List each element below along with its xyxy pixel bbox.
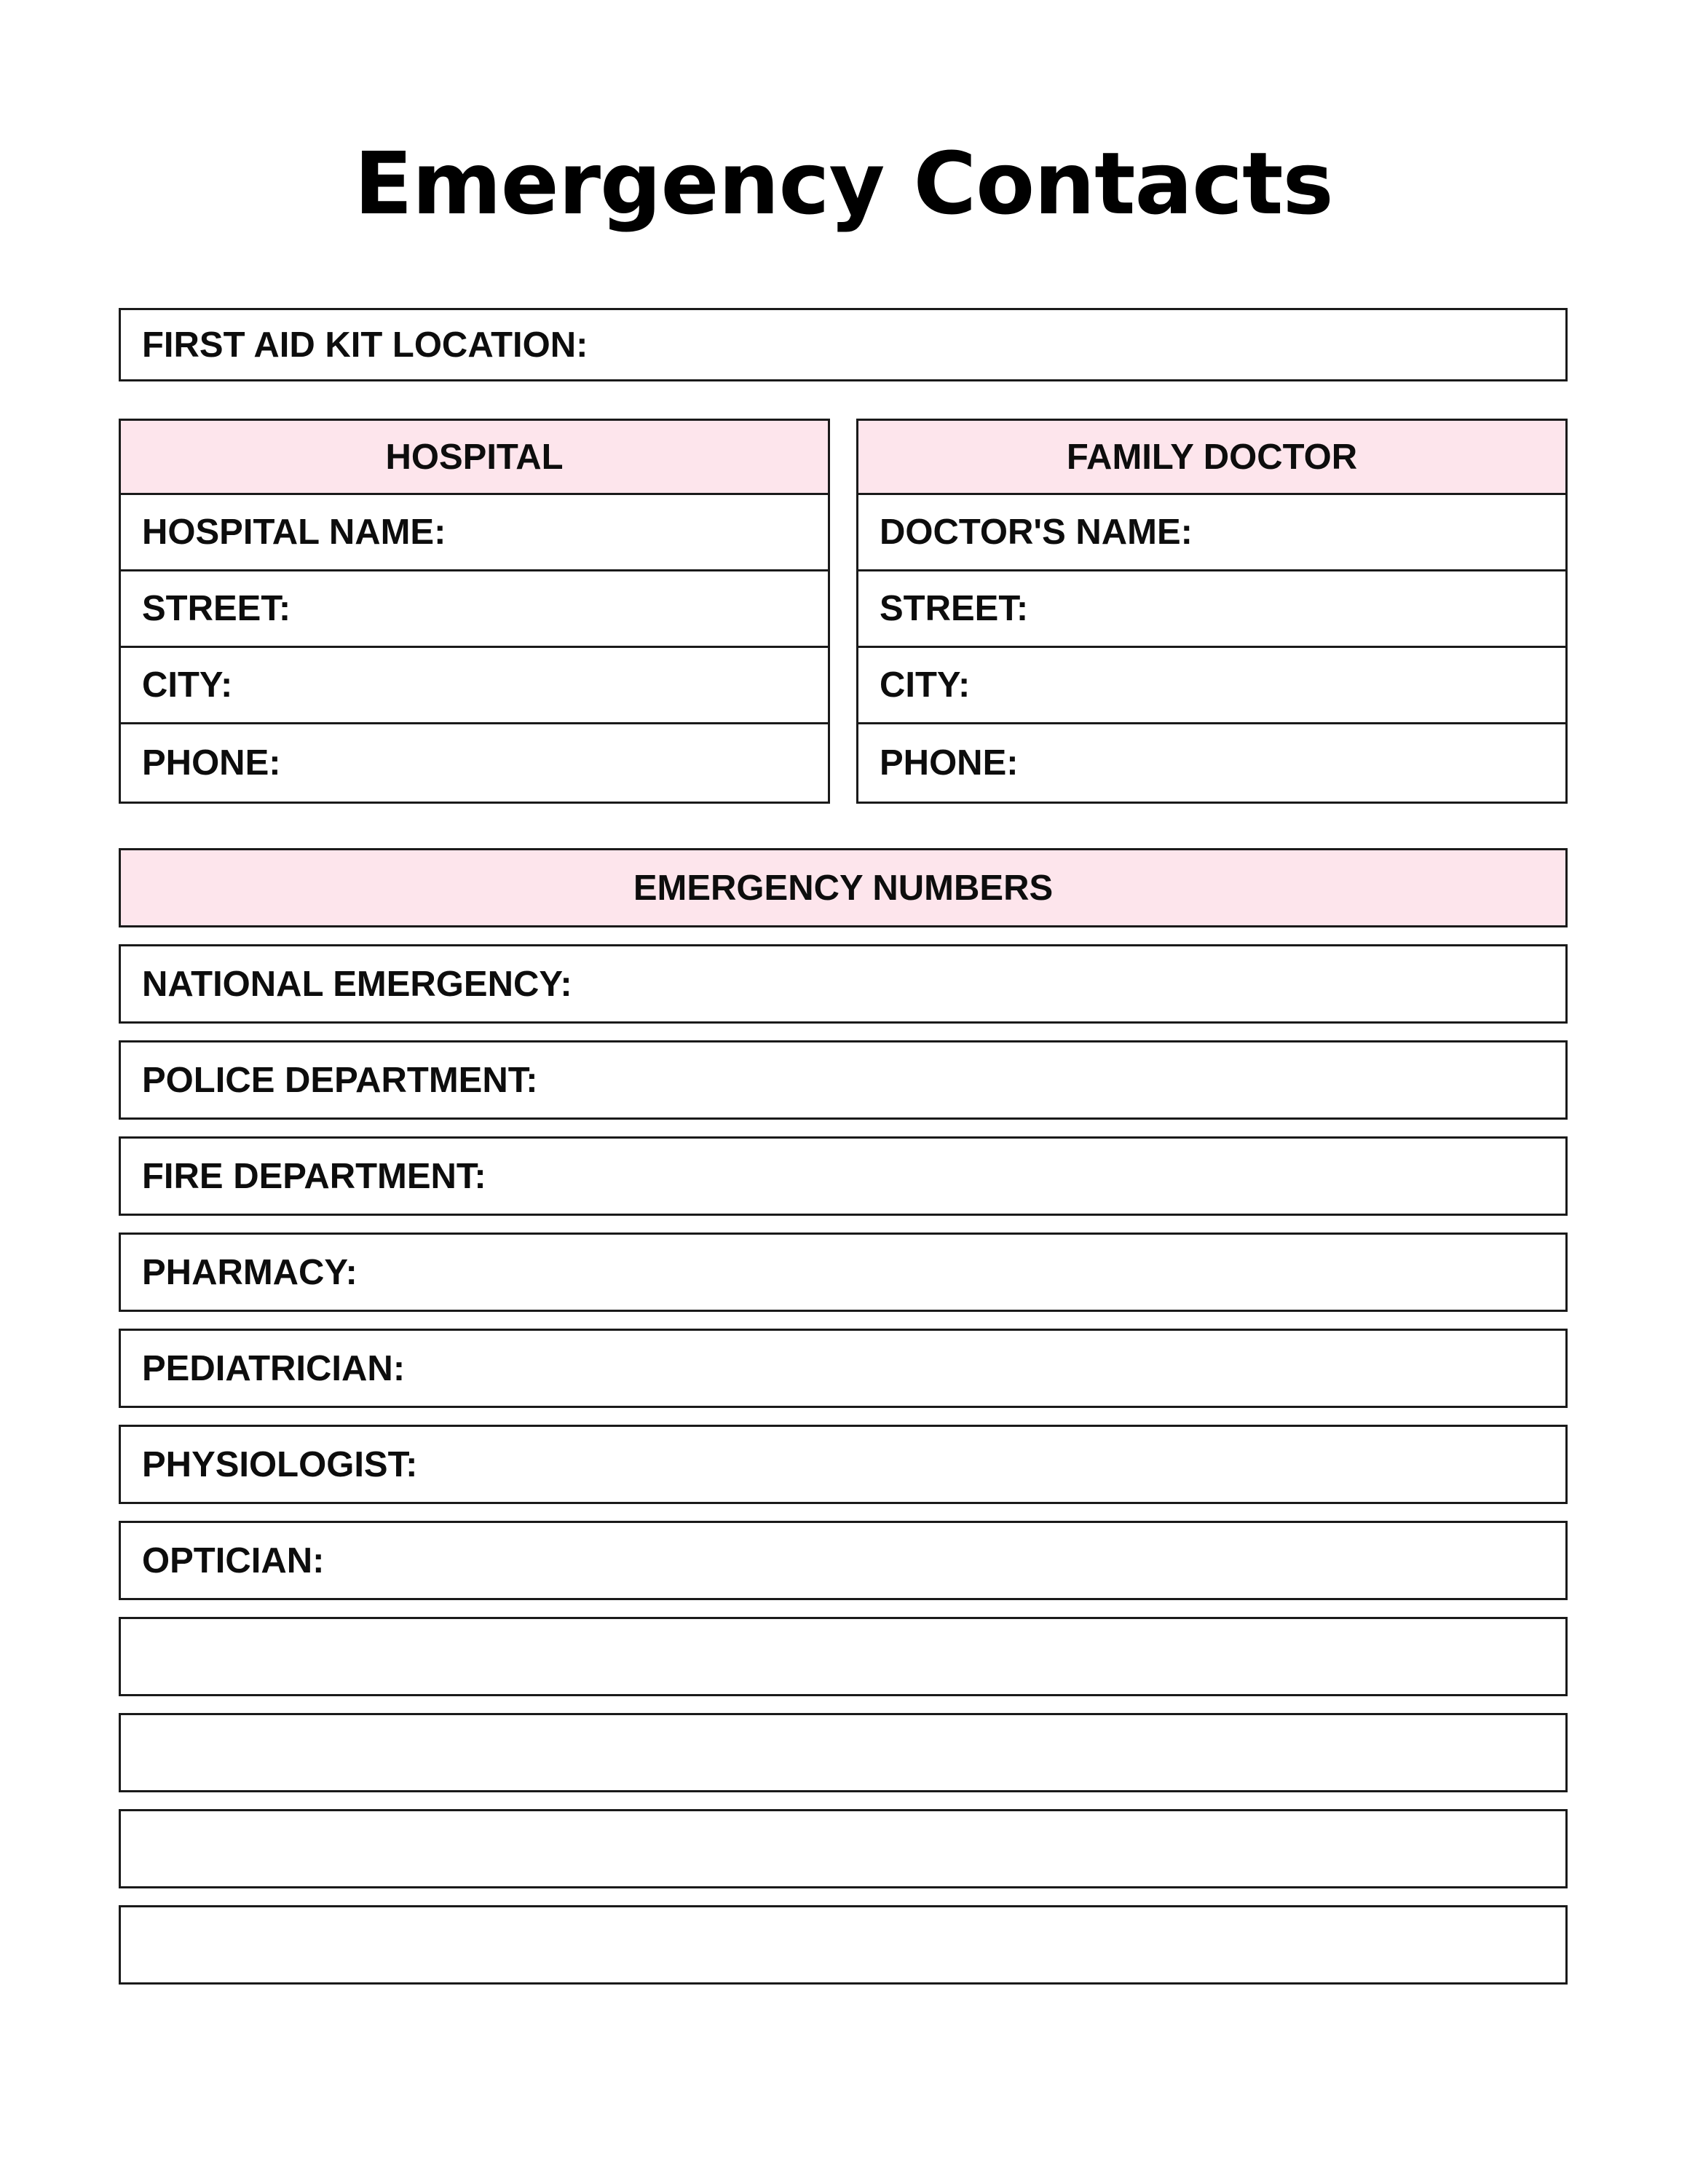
page-title: Emergency Contacts bbox=[354, 133, 1333, 234]
blank-entry-field[interactable] bbox=[119, 1617, 1568, 1696]
first-aid-kit-location-label: FIRST AID KIT LOCATION: bbox=[142, 325, 588, 365]
police-department-label: POLICE DEPARTMENT: bbox=[142, 1060, 538, 1100]
pediatrician-field[interactable] bbox=[119, 1329, 1568, 1408]
police-department-field[interactable] bbox=[119, 1040, 1568, 1120]
physiologist-label: PHYSIOLOGIST: bbox=[142, 1444, 418, 1484]
hospital-city-label: CITY: bbox=[142, 665, 233, 705]
national-emergency-field[interactable] bbox=[119, 944, 1568, 1024]
pharmacy-label: PHARMACY: bbox=[142, 1252, 357, 1292]
doctor-street-field[interactable] bbox=[858, 571, 1565, 648]
hospital-city-field[interactable] bbox=[121, 648, 828, 724]
doctor-phone-field[interactable] bbox=[858, 724, 1565, 801]
family-doctor-heading: FAMILY DOCTOR bbox=[858, 421, 1565, 495]
doctor-name-label: DOCTOR'S NAME: bbox=[880, 513, 1193, 552]
blank-entry-field[interactable] bbox=[119, 1713, 1568, 1792]
hospital-panel bbox=[119, 419, 830, 804]
doctor-city-field[interactable] bbox=[858, 648, 1565, 724]
blank-entry-field[interactable] bbox=[119, 1905, 1568, 1985]
hospital-street-label: STREET: bbox=[142, 589, 291, 628]
family-doctor-panel bbox=[856, 419, 1568, 804]
blank-entry-field[interactable] bbox=[119, 1809, 1568, 1888]
hospital-name-label: HOSPITAL NAME: bbox=[142, 513, 446, 552]
pediatrician-label: PEDIATRICIAN: bbox=[142, 1348, 406, 1388]
physiologist-field[interactable] bbox=[119, 1425, 1568, 1504]
pharmacy-field[interactable] bbox=[119, 1233, 1568, 1312]
doctor-street-label: STREET: bbox=[880, 589, 1029, 628]
fire-department-field[interactable] bbox=[119, 1136, 1568, 1216]
doctor-name-field[interactable] bbox=[858, 495, 1565, 571]
hospital-phone-field[interactable] bbox=[121, 724, 828, 801]
optician-label: OPTICIAN: bbox=[142, 1540, 325, 1580]
doctor-phone-label: PHONE: bbox=[880, 743, 1019, 783]
optician-field[interactable] bbox=[119, 1521, 1568, 1600]
hospital-street-field[interactable] bbox=[121, 571, 828, 648]
hospital-name-field[interactable] bbox=[121, 495, 828, 571]
doctor-city-label: CITY: bbox=[880, 665, 971, 705]
hospital-heading: HOSPITAL bbox=[121, 421, 828, 495]
national-emergency-label: NATIONAL EMERGENCY: bbox=[142, 964, 572, 1004]
hospital-phone-label: PHONE: bbox=[142, 743, 281, 783]
fire-department-label: FIRE DEPARTMENT: bbox=[142, 1156, 486, 1196]
first-aid-kit-location-field[interactable] bbox=[119, 308, 1568, 381]
emergency-numbers-heading: EMERGENCY NUMBERS bbox=[119, 848, 1568, 927]
